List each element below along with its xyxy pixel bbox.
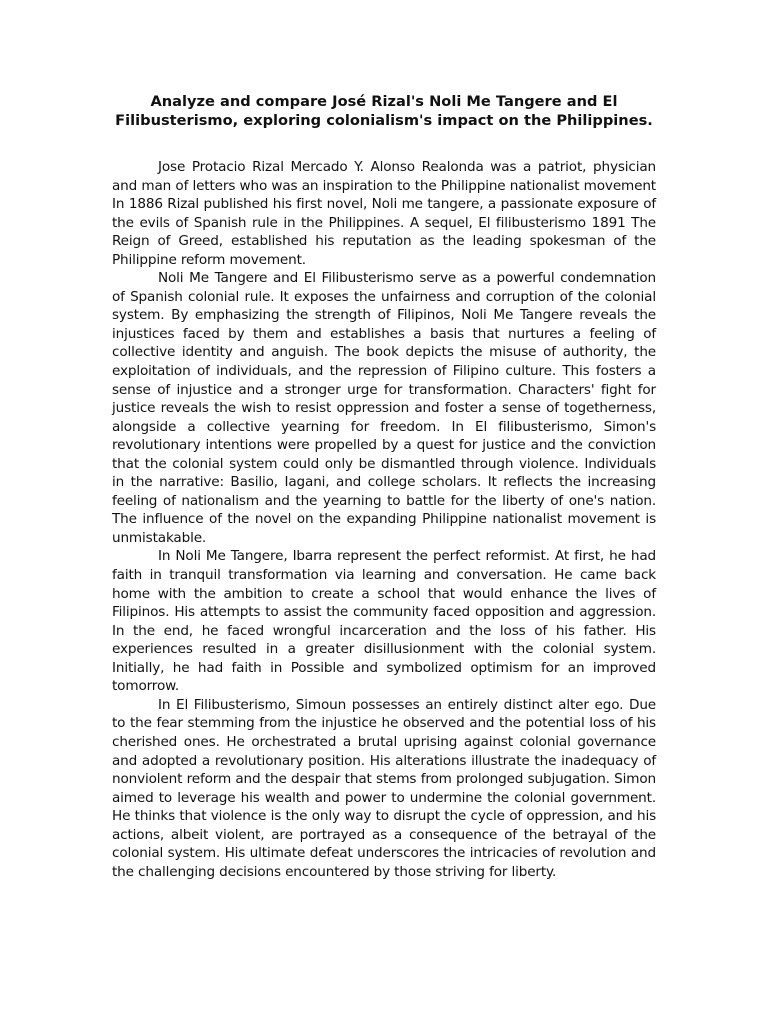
paragraph-ibarra: In Noli Me Tangere, Ibarra represent the perfect reformist. At first, he had faith in tranquil transformation via learning and conversation. He came back home with the ambition to create a school that would enhance the lives of Filipinos. His attempts to assist the community faced opposition and aggression. In the end, he faced wrongful incarceration and the loss of his father. His experiences resulted in a greater disillusionment with the colonial system. Initially, he had faith in Possible and symbolized optimism for an improved tomorrow. [112,548,656,695]
paragraph-condemnation: Noli Me Tangere and El Filibusterismo serve as a powerful condemnation of Spanish colonial rule. It exposes the unfairness and corruption of the colonial system. By emphasizing the strength of Filipinos, Noli Me Tangere reveals the injustices faced by them and establishes a basis that nurtures a feeling of collective identity and anguish. The book depicts the misuse of authority, the exploitation of individuals, and the repression of Filipino culture. This fosters a sense of injustice and a stronger urge for transformation. Characters' fight for justice reveals the wish to resist oppression and foster a sense of togetherness, alongside a collective yearning for freedom. In El filibusterismo, Simon's revolutionary intentions were propelled by a quest for justice and the conviction that the colonial system could only be dismantled through violence. Individuals in the narrative: Basilio, Iagani, and college scholars. It reflects the increasing feeling of nationalism and the yearning to battle for the liberty of one's nation. The influence of the novel on the expanding Philippine nationalist movement is unmistakable. [112,270,656,546]
title-line-2: Filibusterismo, exploring colonialism's impact on the Philippines. [115,112,653,129]
document-page [112,92,656,881]
page-title [112,92,656,130]
title-line-1: Analyze and compare José Rizal's Noli Me Tangere and El [150,93,618,110]
paragraph-simoun: In El Filibusterismo, Simoun possesses an entirely distinct alter ego. Due to the fear stemming from the injustice he observed and the potential loss of his cherished ones. He orchestrated a brutal uprising against colonial governance and adopted a revolutionary position. His alterations illustrate the inadequacy of nonviolent reform and the despair that stems from prolonged subjugation. Simon aimed to leverage his wealth and power to undermine the colonial government. He thinks that violence is the only way to disrupt the cycle of oppression, and his actions, albeit violent, are portrayed as a consequence of the betrayal of the colonial system. His ultimate defeat underscores the intricacies of revolution and the challenging decisions encountered by those striving for liberty. [112,696,656,880]
paragraph-intro: Jose Protacio Rizal Mercado Y. Alonso Realonda was a patriot, physician and man of letters who was an inspiration to the Philippine nationalist movement In 1886 Rizal published his first novel, Noli me tangere, a passionate exposure of the evils of Spanish rule in the Philippines. A sequel, El filibusterismo 1891 The Reign of Greed, established his reputation as the leading spokesman of the Philippine reform movement. [112,159,656,268]
